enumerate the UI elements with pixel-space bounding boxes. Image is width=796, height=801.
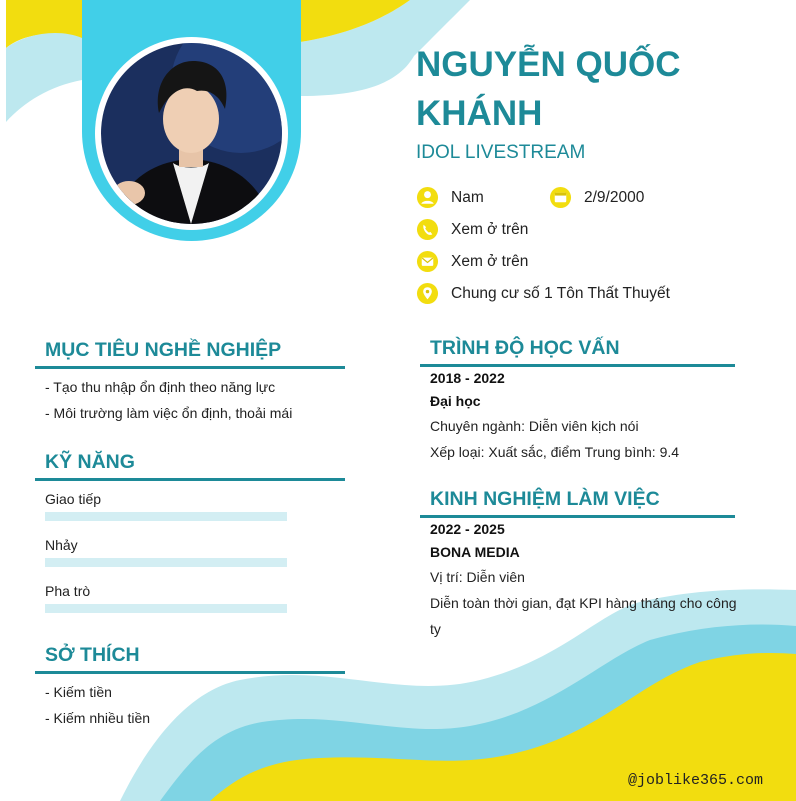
location-icon: [416, 282, 439, 305]
candidate-role: IDOL LIVESTREAM: [416, 142, 586, 163]
education-title: TRÌNH ĐỘ HỌC VẤN: [420, 337, 735, 367]
education-grade: Xếp loại: Xuất sắc, điểm Trung bình: 9.4: [430, 444, 680, 460]
candidate-name: NGUYỄN QUỐC KHÁNH: [416, 45, 681, 133]
contact-email: [416, 250, 528, 273]
experience-description: ty: [430, 621, 441, 637]
birthday-value: 2/9/2000: [584, 188, 645, 206]
contact-address: [416, 282, 670, 305]
phone-icon: [416, 218, 439, 241]
contact-phone: [416, 218, 528, 241]
skill-bar: [45, 512, 287, 521]
watermark: @joblike365.com: [627, 772, 763, 789]
contact-birthday: [549, 186, 644, 209]
user-icon: [416, 186, 439, 209]
hobbies-title: SỞ THÍCH: [35, 644, 345, 674]
email-value: Xem ở trên: [451, 252, 529, 270]
experience-period: 2022 - 2025: [430, 521, 505, 537]
skill-name: Pha trò: [45, 583, 91, 599]
skill-name: Nhảy: [45, 537, 78, 553]
education-period: 2018 - 2022: [430, 370, 505, 386]
experience-company: BONA MEDIA: [430, 544, 520, 560]
phone-value: Xem ở trên: [451, 220, 529, 238]
experience-position: Vị trí: Diễn viên: [430, 569, 525, 585]
skill-bar: [45, 558, 287, 567]
address-value: Chung cư số 1 Tôn Thất Thuyết: [451, 284, 670, 302]
skills-title: KỸ NĂNG: [35, 451, 345, 481]
objective-item: - Môi trường làm việc ổn định, thoải mái: [45, 405, 293, 421]
calendar-icon: [549, 186, 572, 209]
contact-gender: [416, 186, 484, 209]
education-major: Chuyên ngành: Diễn viên kịch nói: [430, 418, 639, 434]
objective-item: - Tạo thu nhập ổn định theo năng lực: [45, 379, 276, 395]
hobby-item: - Kiếm tiền: [45, 684, 112, 700]
skill-bar: [45, 604, 287, 613]
mail-icon: [416, 250, 439, 273]
skill-name: Giao tiếp: [45, 491, 102, 507]
experience-description: Diễn toàn thời gian, đạt KPI hàng tháng cho công: [430, 595, 737, 611]
gender-value: Nam: [451, 188, 484, 206]
education-degree: Đại học: [430, 393, 481, 409]
profile-photo: [101, 43, 282, 224]
objective-title: MỤC TIÊU NGHỀ NGHIỆP: [35, 339, 345, 369]
experience-title: KINH NGHIỆM LÀM VIỆC: [420, 488, 735, 518]
hobby-item: - Kiếm nhiều tiền: [45, 710, 151, 726]
